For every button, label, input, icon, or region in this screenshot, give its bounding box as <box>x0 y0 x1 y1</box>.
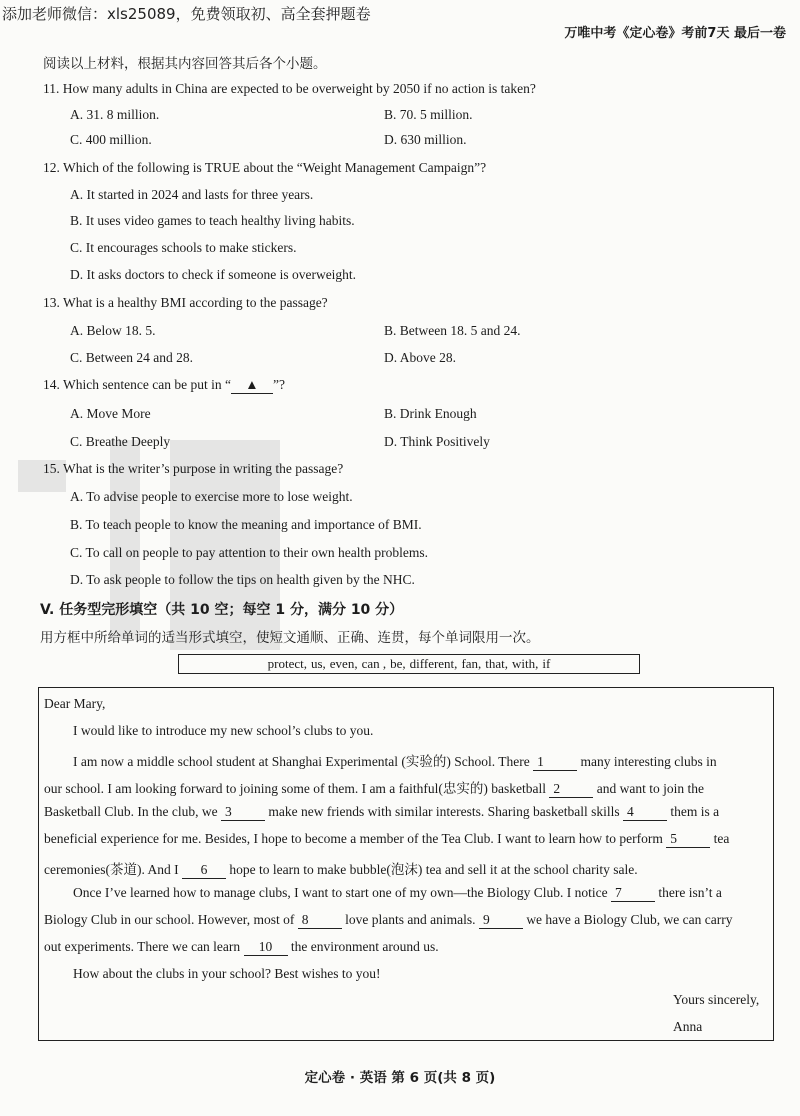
question-stem-post: ”? <box>272 377 285 392</box>
question-14 <box>43 377 285 394</box>
option-11-a[interactable]: A. 31. 8 million. <box>70 107 160 122</box>
page-footer: 定心卷 · 英语 第 6 页(共 8 页) <box>304 1070 496 1086</box>
question-15 <box>43 461 343 477</box>
question-stem: How many adults in China are expected to be overweight by 2050 if no action is taken? <box>62 81 536 96</box>
letter-text: the environment around us. <box>287 939 439 954</box>
option-13-a[interactable]: A. Below 18. 5. <box>70 323 156 338</box>
option-15-c[interactable]: C. To call on people to pay attention to their own health problems. <box>70 545 428 560</box>
letter-line <box>44 912 770 929</box>
option-14-c[interactable]: C. Breathe Deeply <box>70 434 171 449</box>
option-15-b[interactable]: B. To teach people to know the meaning and importance of BMI. <box>70 517 422 532</box>
letter-line <box>73 885 769 902</box>
letter-text: hope to learn to make bubble(泡沫) tea and sell it at the school charity sale. <box>225 862 638 877</box>
letter-text: out experiments. There we can learn <box>44 939 244 954</box>
letter-text: tea <box>710 831 730 846</box>
blank-6[interactable]: 6 <box>182 862 226 879</box>
letter-line <box>44 777 770 798</box>
letter-text: make new friends with similar interests. Sharing basketball skills <box>264 804 624 819</box>
word-item: be, <box>390 656 406 671</box>
word-item: protect, <box>267 656 307 671</box>
letter-text: I am now a middle school student at Shanghai Experimental (实验的) School. There <box>73 754 534 769</box>
word-item: that, <box>485 656 509 671</box>
option-11-b[interactable]: B. 70. 5 million. <box>384 107 473 122</box>
letter-text: there isn’t a <box>655 885 722 900</box>
question-11 <box>43 81 536 97</box>
blank-3[interactable]: 3 <box>221 804 265 821</box>
section-title: V. 任务型完形填空（共 10 空；每空 1 分，满分 10 分） <box>40 602 404 618</box>
letter-greeting: Dear Mary, <box>44 696 106 711</box>
question-number: 11. <box>43 81 60 96</box>
letter-text: Once I’ve learned how to manage clubs, I want to start one of my own—the Biology Club. I notice <box>73 885 611 900</box>
letter-line <box>44 831 770 848</box>
blank-10[interactable]: 10 <box>244 939 288 956</box>
letter-text: them is a <box>667 804 720 819</box>
letter-text: love plants and animals. <box>341 912 479 927</box>
option-13-c[interactable]: C. Between 24 and 28. <box>70 350 193 365</box>
letter-text: our school. I am looking forward to joining some of them. I am a faithful(忠实的) basketball <box>44 781 550 796</box>
question-12 <box>43 160 486 176</box>
question-stem: What is the writer’s purpose in writing the passage? <box>63 461 344 476</box>
blank-7[interactable]: 7 <box>611 885 655 902</box>
blank-1[interactable]: 1 <box>533 754 577 771</box>
blank-4[interactable]: 4 <box>623 804 667 821</box>
letter-text: ceremonies(茶道). And I <box>44 862 182 877</box>
word-item: if <box>542 656 551 671</box>
option-11-d[interactable]: D. 630 million. <box>384 132 467 147</box>
question-stem: Which of the following is TRUE about the “Weight Management Campaign”? <box>63 160 487 175</box>
word-item: can , <box>361 656 387 671</box>
blank-2[interactable]: 2 <box>549 781 593 798</box>
section-instruction: 用方框中所给单词的适当形式填空，使短文通顺、正确、连贯，每个单词限用一次。 <box>40 630 540 646</box>
letter-text: we have a Biology Club, we can carry <box>522 912 733 927</box>
question-stem-pre: Which sentence can be put in “ <box>63 377 231 392</box>
question-number: 12. <box>43 160 60 175</box>
option-14-d[interactable]: D. Think Positively <box>384 434 490 449</box>
letter-text: many interesting clubs in <box>577 754 717 769</box>
blank-8[interactable]: 8 <box>298 912 342 929</box>
option-14-b[interactable]: B. Drink Enough <box>384 406 477 421</box>
letter-line <box>44 858 638 879</box>
watermark-text: 添加老师微信：xls25089，免费领取初、高全套押题卷 <box>2 5 371 23</box>
answer-blank: ▲ <box>231 377 273 394</box>
option-13-d[interactable]: D. Above 28. <box>384 350 456 365</box>
letter-line <box>73 723 373 739</box>
letter-line <box>73 966 380 982</box>
option-11-c[interactable]: C. 400 million. <box>70 132 152 147</box>
letter-line <box>44 939 439 956</box>
letter-text: How about the clubs in your school? Best wishes to you! <box>73 966 381 981</box>
word-item: us, <box>310 656 326 671</box>
letter-signature: Anna <box>673 1019 703 1034</box>
option-15-d[interactable]: D. To ask people to follow the tips on health given by the NHC. <box>70 572 415 587</box>
letter-text: Basketball Club. In the club, we <box>44 804 221 819</box>
letter-line <box>44 804 770 821</box>
option-15-a[interactable]: A. To advise people to exercise more to lose weight. <box>70 489 353 504</box>
question-number: 13. <box>43 295 60 310</box>
blank-5[interactable]: 5 <box>666 831 710 848</box>
page-header: 万唯中考《定心卷》考前7天 最后一卷 <box>564 26 786 41</box>
letter-closing: Yours sincerely, <box>673 992 760 1007</box>
letter-text: beneficial experience for me. Besides, I hope to become a member of the Tea Club. I want to learn how to perform <box>44 831 667 846</box>
word-item: even, <box>329 656 358 671</box>
letter-text: I would like to introduce my new school’s clubs to you. <box>73 723 374 738</box>
letter-text: and want to join the <box>593 781 704 796</box>
option-12-a[interactable]: A. It started in 2024 and lasts for three years. <box>70 187 314 202</box>
option-13-b[interactable]: B. Between 18. 5 and 24. <box>384 323 521 338</box>
question-13 <box>43 295 328 311</box>
word-item: different, <box>409 656 458 671</box>
letter-line <box>73 750 769 771</box>
question-stem: What is a healthy BMI according to the passage? <box>63 295 328 310</box>
question-number: 15. <box>43 461 60 476</box>
question-number: 14. <box>43 377 60 392</box>
option-12-c[interactable]: C. It encourages schools to make stickers. <box>70 240 297 255</box>
word-item: fan, <box>461 656 482 671</box>
reading-instruction: 阅读以上材料，根据其内容回答其后各个小题。 <box>43 56 327 72</box>
option-14-a[interactable]: A. Move More <box>70 406 151 421</box>
word-item: with, <box>512 656 539 671</box>
option-12-b[interactable]: B. It uses video games to teach healthy living habits. <box>70 213 355 228</box>
option-12-d[interactable]: D. It asks doctors to check if someone is overweight. <box>70 267 357 282</box>
word-box <box>178 654 640 674</box>
letter-text: Biology Club in our school. However, most of <box>44 912 298 927</box>
blank-9[interactable]: 9 <box>479 912 523 929</box>
